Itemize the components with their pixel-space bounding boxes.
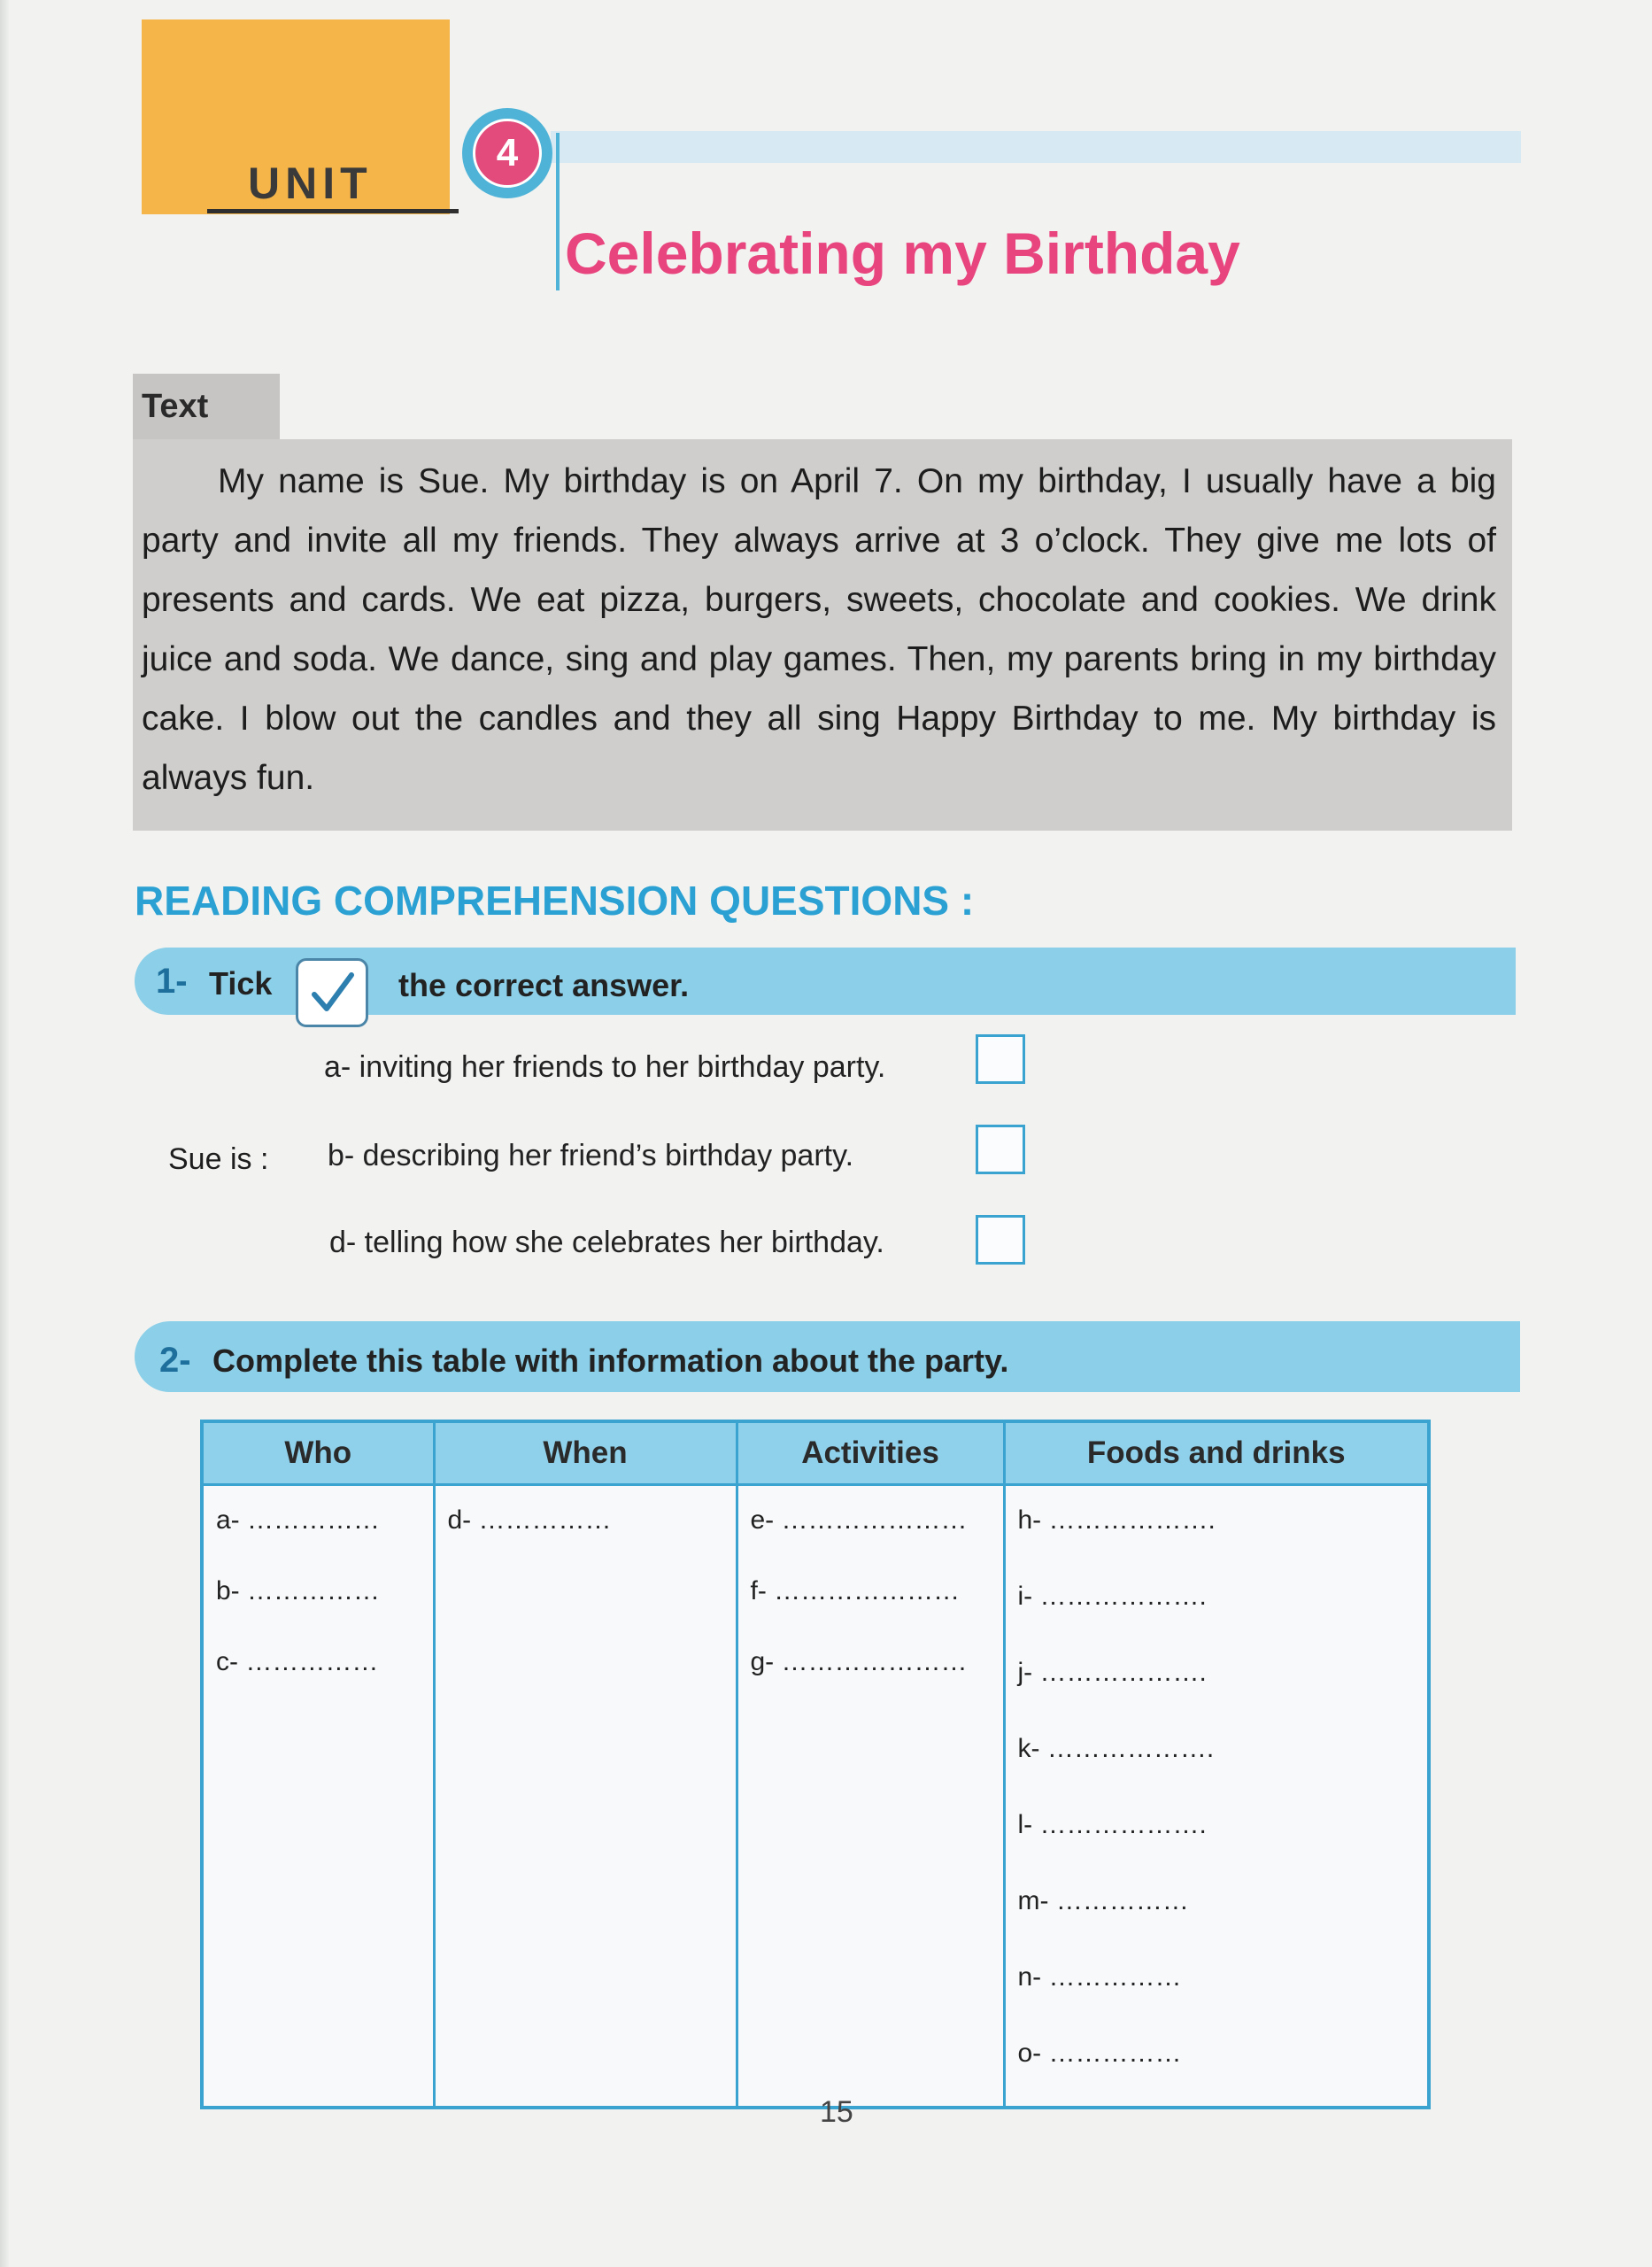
text-tag: Text xyxy=(133,374,280,439)
header-who: Who xyxy=(202,1421,434,1485)
blank-l[interactable]: l- ………………. xyxy=(1017,1810,1207,1839)
question-1-stem: Sue is : xyxy=(168,1142,269,1176)
question-2-number: 2- xyxy=(159,1341,191,1380)
question-1-prefix: Tick xyxy=(209,965,273,1002)
question-1-number: 1- xyxy=(156,962,188,1001)
comprehension-heading: READING COMPREHENSION QUESTIONS : xyxy=(135,878,975,924)
header-activities: Activities xyxy=(737,1421,1004,1485)
reading-paragraph: My name is Sue. My birthday is on April 7. On my birthday, I usually have a big party and invite all my friends. They always arrive at 3 o’clock. They give me lots of presents and cards. We eat pizza, burgers, sweets, chocolate and cookies. We drink juice and soda. We dance, sing and play games. Then, my parents bring in my birthday cake. I blow out the candles and they all sing Happy Birthday to me. My birthday is always fun. xyxy=(142,462,1496,797)
option-d: d- telling how she celebrates her birthday. xyxy=(329,1226,884,1259)
tick-icon xyxy=(296,958,368,1027)
blank-h[interactable]: h- ………………. xyxy=(1017,1505,1216,1535)
unit-number-badge xyxy=(462,108,552,198)
blank-a[interactable]: a- …………… xyxy=(216,1505,381,1535)
reading-text xyxy=(142,452,1496,808)
table-header-row xyxy=(202,1421,1429,1485)
when-column xyxy=(434,1485,737,2108)
question-1-instruction: the correct answer. xyxy=(398,967,690,1003)
party-table xyxy=(200,1420,1431,2109)
answer-box-a[interactable] xyxy=(976,1034,1025,1084)
question-2-instruction: Complete this table with information about the party. xyxy=(212,1342,1009,1379)
page-number: 15 xyxy=(820,2095,853,2129)
unit-title: Celebrating my Birthday xyxy=(565,221,1240,286)
who-column xyxy=(202,1485,434,2108)
blank-k[interactable]: k- ………………. xyxy=(1017,1734,1215,1763)
blank-b[interactable]: b- …………… xyxy=(216,1576,381,1605)
blank-f[interactable]: f- ………………… xyxy=(750,1576,961,1605)
answer-box-b[interactable] xyxy=(976,1125,1025,1174)
header-foods-drinks: Foods and drinks xyxy=(1004,1421,1429,1485)
activities-column xyxy=(737,1485,1004,2108)
page-edge xyxy=(0,0,9,2267)
blank-i[interactable]: i- ………………. xyxy=(1017,1582,1207,1611)
blank-m[interactable]: m- …………… xyxy=(1017,1886,1189,1915)
foods-drinks-column xyxy=(1004,1485,1429,2108)
title-divider xyxy=(556,133,560,290)
unit-label: UNIT xyxy=(248,159,373,208)
blank-o[interactable]: o- …………… xyxy=(1017,2039,1182,2068)
blank-j[interactable]: j- ………………. xyxy=(1017,1658,1207,1687)
unit-underline xyxy=(207,209,459,213)
answer-box-d[interactable] xyxy=(976,1215,1025,1265)
option-a: a- inviting her friends to her birthday party. xyxy=(324,1050,886,1084)
header-band xyxy=(551,131,1521,163)
header-when: When xyxy=(434,1421,737,1485)
option-b: b- describing her friend’s birthday party. xyxy=(328,1139,854,1172)
table-row xyxy=(202,1485,1429,2108)
blank-g[interactable]: g- ………………… xyxy=(750,1647,968,1676)
blank-e[interactable]: e- ………………… xyxy=(750,1505,968,1535)
blank-n[interactable]: n- …………… xyxy=(1017,1962,1182,1992)
unit-number: 4 xyxy=(473,119,542,188)
blank-d[interactable]: d- …………… xyxy=(447,1505,612,1535)
blank-c[interactable]: c- …………… xyxy=(216,1647,379,1676)
